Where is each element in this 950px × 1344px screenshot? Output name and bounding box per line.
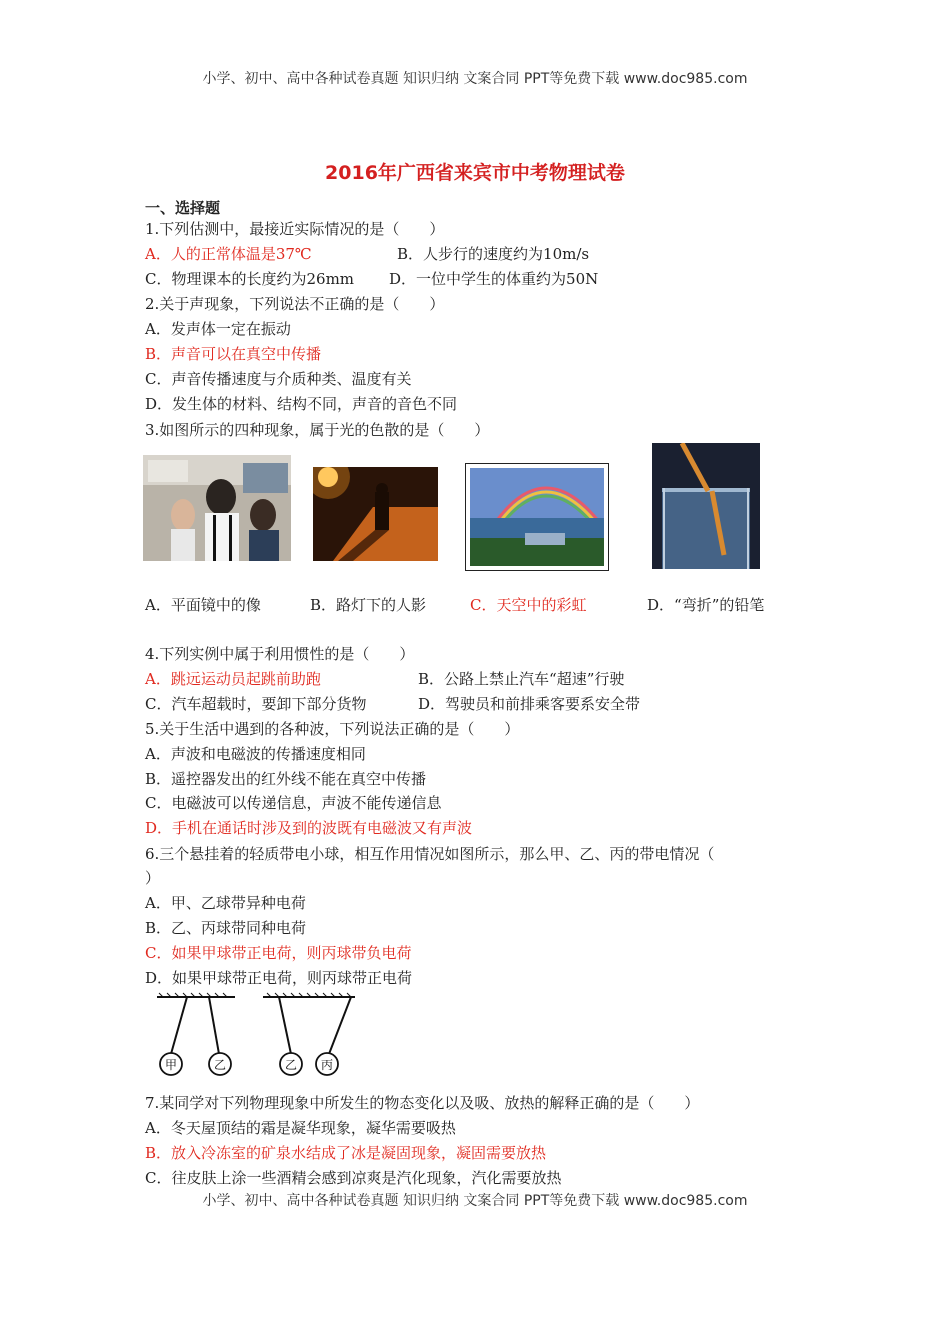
q3-option-c: C．天空中的彩虹 — [470, 596, 587, 614]
q5-stem: 5.关于生活中遇到的各种波，下列说法正确的是（ ） — [145, 720, 520, 738]
q1-stem: 1.下列估测中，最接近实际情况的是（ ） — [145, 220, 445, 238]
q7-option-a: A．冬天屋顶结的霜是凝华现象，凝华需要吸热 — [145, 1119, 456, 1137]
q6-stem-cont: ） — [145, 869, 161, 887]
ball-label-yi-2: 乙 — [284, 1058, 298, 1072]
q1-option-c — [145, 269, 599, 289]
q7-stem: 7.某同学对下列物理现象中所发生的物态变化以及吸、放热的解释正确的是（ ） — [145, 1094, 700, 1112]
q4-option-b: B．公路上禁止汽车“超速”行驶 — [418, 670, 625, 688]
q5-option-a: A．声波和电磁波的传播速度相同 — [145, 745, 366, 763]
q5-option-d: D．手机在通话时涉及到的波既有电磁波又有声波 — [145, 819, 473, 837]
q6-option-c: C．如果甲球带正电荷，则丙球带负电荷 — [145, 944, 412, 962]
q1-option-c-text: C．物理课本的长度约为26mm — [145, 270, 355, 288]
q1-option-b: B．人步行的速度约为10m/s — [397, 245, 590, 263]
q6-option-d: D．如果甲球带正电荷，则丙球带正电荷 — [145, 969, 413, 987]
q4-option-a — [145, 669, 625, 689]
q3-option-d: D．“弯折”的铅笔 — [647, 596, 765, 614]
q5-option-c: C．电磁波可以传递信息，声波不能传递信息 — [145, 794, 442, 812]
q3-stem: 3.如图所示的四种现象，属于光的色散的是（ ） — [145, 421, 490, 439]
q6-option-b: B．乙、丙球带同种电荷 — [145, 919, 307, 937]
q6-stem: 6.三个悬挂着的轻质带电小球，相互作用情况如图所示，那么甲、乙、丙的带电情况（ — [145, 845, 715, 863]
q4-option-d: D．驾驶员和前排乘客要系安全带 — [418, 695, 641, 713]
bent-pencil-photo — [652, 443, 760, 569]
q2-option-d: D．发生体的材料、结构不同，声音的音色不同 — [145, 395, 458, 413]
page-title: 2016年广西省来宾市中考物理试卷 — [325, 162, 625, 184]
q5-option-b: B．遥控器发出的红外线不能在真空中传播 — [145, 770, 427, 788]
q4-option-a-text: A．跳远运动员起跳前助跑 — [145, 670, 321, 688]
q7-option-b: B．放入冷冻室的矿泉水结成了冰是凝固现象，凝固需要放热 — [145, 1144, 547, 1162]
q1-option-a-text: A．人的正常体温是37℃ — [145, 245, 312, 263]
q4-stem: 4.下列实例中属于利用惯性的是（ ） — [145, 645, 415, 663]
mirror-photo — [143, 455, 291, 561]
q2-option-c: C．声音传播速度与介质种类、温度有关 — [145, 370, 412, 388]
section-heading: 一、选择题 — [145, 199, 221, 217]
q4-option-c-text: C．汽车超载时，要卸下部分货物 — [145, 695, 367, 713]
ball-label-bing: 丙 — [320, 1058, 334, 1072]
q7-option-c: C．往皮肤上涂一些酒精会感到凉爽是汽化现象，汽化需要放热 — [145, 1169, 562, 1187]
q3-option-a: A．平面镜中的像 — [145, 596, 261, 614]
q3-option-b: B．路灯下的人影 — [310, 596, 427, 614]
q4-option-c — [145, 694, 641, 714]
q2-option-b: B．声音可以在真空中传播 — [145, 345, 322, 363]
rainbow-photo — [465, 463, 609, 571]
q1-option-d: D．一位中学生的体重约为50N — [389, 270, 599, 288]
q6-option-a: A．甲、乙球带异种电荷 — [145, 894, 306, 912]
streetlight-photo — [313, 467, 438, 561]
page-footer: 小学、初中、高中各种试卷真题 知识归纳 文案合同 PPT等免费下载 www.doc985.com — [202, 1193, 748, 1209]
charged-balls-diagram — [143, 990, 373, 1085]
q1-option-a — [145, 244, 590, 264]
q2-stem: 2.关于声现象，下列说法不正确的是（ ） — [145, 295, 445, 313]
page-header: 小学、初中、高中各种试卷真题 知识归纳 文案合同 PPT等免费下载 www.doc985.com — [202, 71, 748, 87]
ball-label-jia: 甲 — [164, 1058, 178, 1072]
ball-label-yi-1: 乙 — [213, 1058, 227, 1072]
q2-option-a: A．发声体一定在振动 — [145, 320, 291, 338]
